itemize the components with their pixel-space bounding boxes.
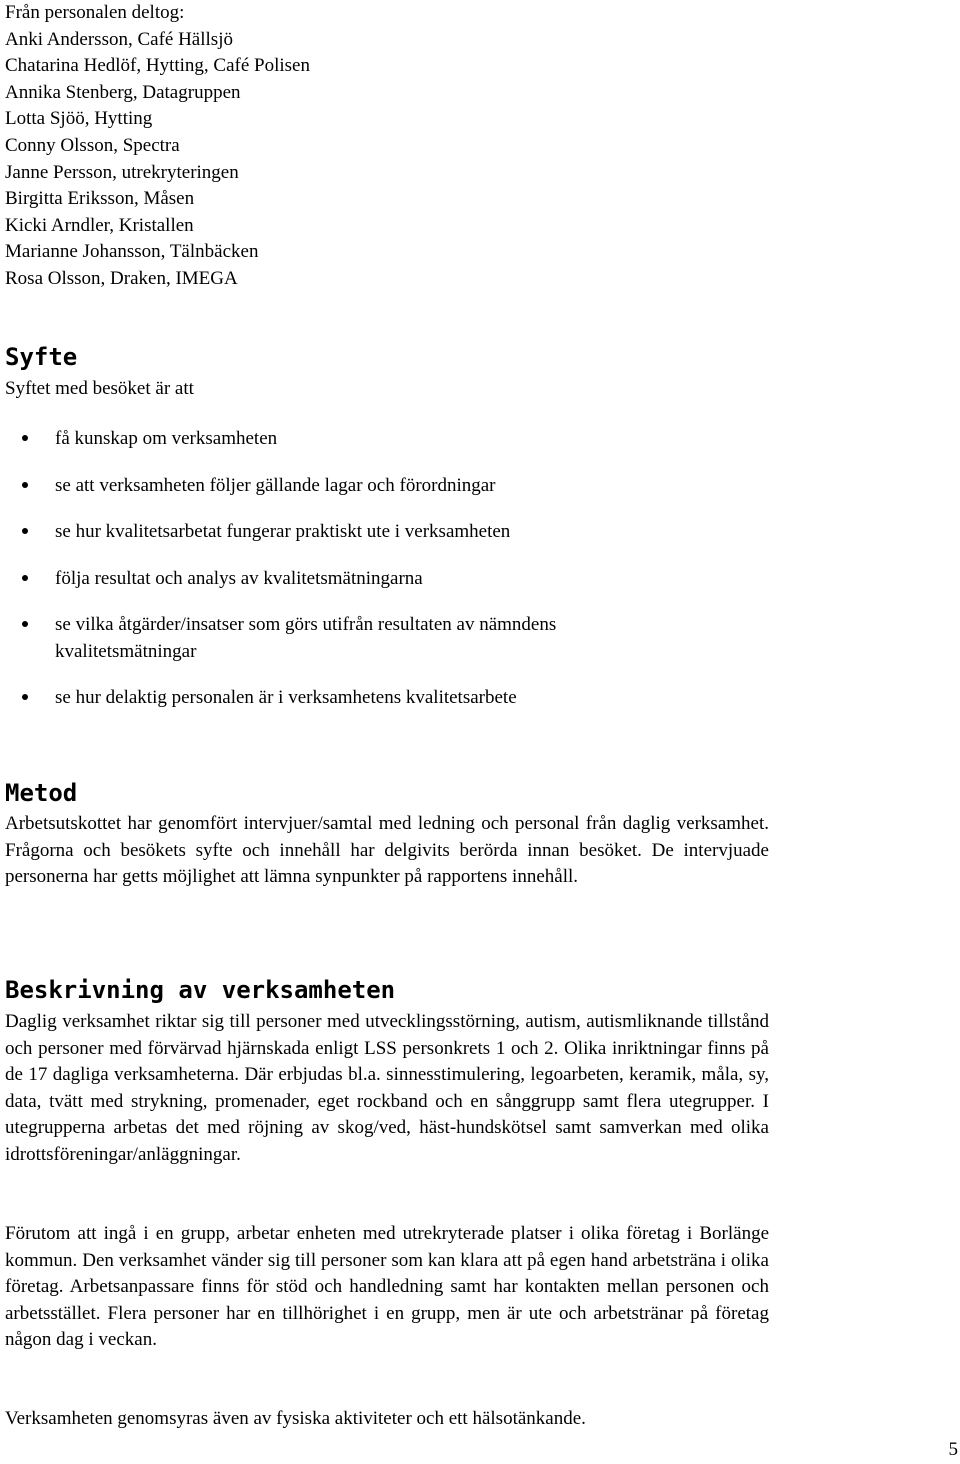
bullet-item: se hur kvalitetsarbetat fungerar praktiskt ute i verksamheten	[5, 519, 769, 546]
staff-member: Annika Stenberg, Datagruppen	[5, 81, 241, 103]
metod-paragraph: Arbetsutskottet har genomfört intervjuer/samtal med ledning och personal från daglig verksamhet. Frågorna och besökets syfte och innehåll har delgivits berörda innan besöket. De intervjuade personerna har getts möjlighet att lämna synpunkter på rapportens innehåll.	[5, 813, 769, 887]
staff-heading: Från personalen deltog:	[5, 2, 185, 23]
beskrivning-paragraph-1: Daglig verksamhet riktar sig till personer med utvecklingsstörning, autism, autismliknande tillstånd och personer med förvärvad hjärnskada enligt LSS personkrets 1 och 2. Olika inriktningar finns på de 17 dagliga verksamheterna. Där erbjudas bl.a. sinnesstimulering, legoarbeten, keramik, måla, sy, data, tvätt med strykning, promenader, eget rockband och en sånggrupp samt flera utegrupper. I utegrupperna arbetas det med röjning av skog/ved, häst-hundskötsel samt samverkan med olika idrottsföreningar/anläggningar.	[5, 1011, 769, 1165]
metod-heading: Metod	[5, 779, 78, 807]
staff-member: Lotta Sjöö, Hytting	[5, 108, 153, 130]
staff-member: Janne Persson, utrekryteringen	[5, 161, 239, 183]
staff-member: Birgitta Eriksson, Måsen	[5, 188, 195, 210]
bullet-item: följa resultat och analys av kvalitetsmätningarna	[5, 566, 769, 593]
bullet-item: se hur delaktig personalen är i verksamhetens kvalitetsarbete	[5, 685, 769, 712]
bullet-item: se vilka åtgärder/insatser som görs utifrån resultaten av nämndens kvalitetsmätningar	[5, 612, 769, 665]
staff-member: Conny Olsson, Spectra	[5, 134, 180, 156]
beskrivning-heading: Beskrivning av verksamheten	[5, 976, 396, 1004]
staff-member: Anki Andersson, Café Hällsjö	[5, 28, 233, 50]
staff-member: Marianne Johansson, Tälnbäcken	[5, 241, 259, 263]
bullet-item: få kunskap om verksamheten	[5, 426, 769, 453]
staff-member: Kicki Arndler, Kristallen	[5, 214, 194, 236]
syfte-bullet-list	[5, 426, 769, 732]
bullet-item: se att verksamheten följer gällande lagar och förordningar	[5, 473, 769, 500]
staff-member: Chatarina Hedlöf, Hytting, Café Polisen	[5, 55, 310, 77]
beskrivning-paragraph-3: Verksamheten genomsyras även av fysiska aktiviteter och ett hälsotänkande.	[5, 1408, 586, 1429]
syfte-intro: Syftet med besöket är att	[5, 378, 194, 399]
beskrivning-paragraph-2: Förutom att ingå i en grupp, arbetar enheten med utrekryterade platser i olika företag i Borlänge kommun. Den verksamhet vänder sig till personer som kan klara att på egen hand arbetsträna i olika företag. Arbetsanpassare finns för stöd och handledning samt har kontakten mellan personen och arbetsstället. Flera personer har en tillhörighet i en grupp, men är ute och arbetstränar på företag någon dag i veckan.	[5, 1223, 769, 1350]
staff-list	[5, 0, 769, 293]
document-page	[5, 0, 769, 1429]
syfte-heading: Syfte	[5, 343, 78, 371]
staff-member: Rosa Olsson, Draken, IMEGA	[5, 267, 238, 289]
page-number: 5	[948, 1439, 958, 1460]
